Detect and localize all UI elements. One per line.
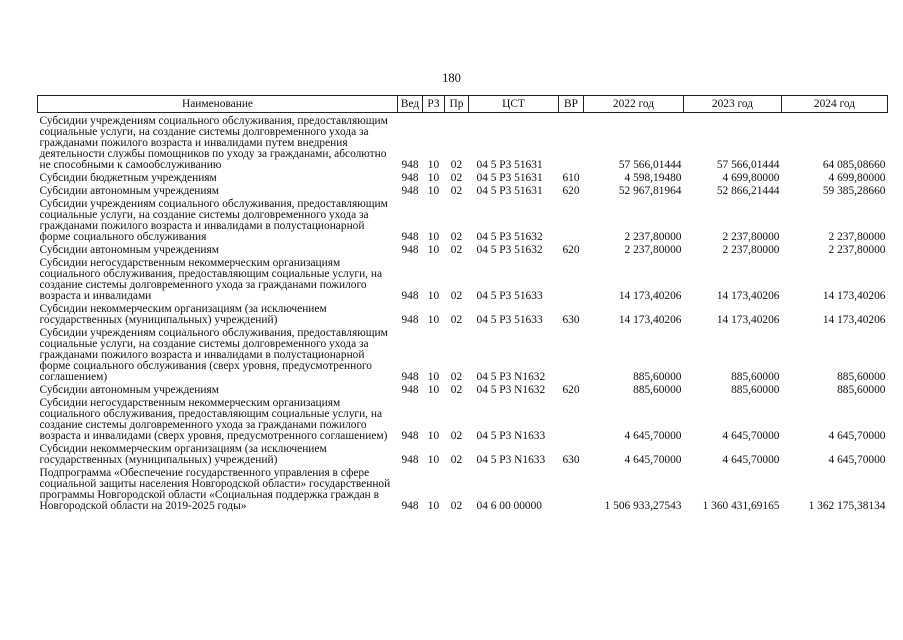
row-name: Субсидии автономным учреждениям — [39, 244, 219, 256]
row-rz: 10 — [427, 314, 440, 326]
row-cst: 04 5 Р3 N1632 — [476, 384, 546, 396]
row-2023: 885,60000 — [731, 384, 780, 396]
table-body — [38, 113, 888, 515]
row-pr: 02 — [450, 500, 463, 512]
page-number: 180 — [442, 71, 461, 85]
row-rz: 10 — [427, 290, 440, 302]
row-2024: 1 362 175,38134 — [808, 500, 886, 512]
table-row — [38, 398, 888, 444]
table-row — [38, 113, 888, 174]
row-name: Субсидии некоммерческим организациям (за исключением государственных (муниципальных) учреждений) — [39, 303, 327, 326]
row-cst: 04 5 Р3 51631 — [476, 172, 543, 184]
row-2024: 4 645,70000 — [828, 454, 886, 466]
row-ved: 948 — [401, 172, 419, 184]
row-rz: 10 — [427, 454, 440, 466]
row-2024: 885,60000 — [837, 371, 886, 383]
header-name: Наименование — [38, 96, 398, 113]
row-ved: 948 — [401, 314, 419, 326]
row-2023: 14 173,40206 — [716, 290, 780, 302]
row-pr: 02 — [450, 159, 463, 171]
row-pr: 02 — [450, 454, 463, 466]
row-vr — [559, 398, 584, 444]
row-rz: 10 — [427, 384, 440, 396]
row-2023: 2 237,80000 — [722, 244, 780, 256]
row-2023: 4 645,70000 — [722, 430, 780, 442]
table-row — [38, 304, 888, 328]
row-rz: 10 — [427, 371, 440, 383]
row-name: Субсидии автономным учреждениям — [39, 384, 219, 396]
row-name: Субсидии автономным учреждениям — [39, 185, 219, 197]
row-pr: 02 — [450, 430, 463, 442]
row-2024: 64 085,08660 — [822, 159, 886, 171]
row-vr: 620 — [562, 384, 580, 396]
row-pr: 02 — [450, 231, 463, 243]
row-2022: 1 506 933,27543 — [604, 500, 682, 512]
row-2024: 4 699,80000 — [828, 172, 886, 184]
row-2022: 2 237,80000 — [624, 244, 682, 256]
row-name: Субсидии некоммерческим организациям (за исключением государственных (муниципальных) учреждений) — [39, 443, 327, 466]
row-2023: 885,60000 — [731, 371, 780, 383]
row-rz: 10 — [427, 500, 440, 512]
row-name: Субсидии бюджетным учреждениям — [39, 172, 217, 184]
row-ved: 948 — [401, 159, 419, 171]
row-rz: 10 — [427, 231, 440, 243]
row-2022: 885,60000 — [633, 371, 682, 383]
row-2024: 59 385,28660 — [822, 185, 886, 197]
row-ved: 948 — [401, 454, 419, 466]
row-cst: 04 5 Р3 N1633 — [476, 454, 546, 466]
header-pr: Пр — [445, 96, 469, 113]
row-2023: 2 237,80000 — [722, 231, 780, 243]
row-2024: 14 173,40206 — [822, 290, 886, 302]
row-cst: 04 5 Р3 51633 — [476, 314, 543, 326]
row-pr: 02 — [450, 290, 463, 302]
table-row — [38, 258, 888, 304]
header-2024: 2024 год — [782, 96, 888, 113]
row-rz: 10 — [427, 159, 440, 171]
header-rz: РЗ — [423, 96, 445, 113]
row-name: Субсидии учреждениям социального обслуживания, предоставляющим социальные услуги, на создание системы долговременного ухода за гражданами пожилого возраста и инвалидами в полустационарной форме социального обслуживания — [39, 198, 388, 243]
row-2024: 2 237,80000 — [828, 244, 886, 256]
row-name: Субсидии негосударственным некоммерческим организациям социального обслуживания, предоставляющим социальные услуги, на создание системы долговременного ухода за гражданами пожилого возраста и инвалидами (сверх уровня, предусмотренного соглашением) — [39, 397, 388, 442]
row-2022: 14 173,40206 — [618, 314, 682, 326]
row-pr: 02 — [450, 172, 463, 184]
row-cst: 04 5 Р3 51631 — [476, 159, 543, 171]
row-cst: 04 5 Р3 51633 — [476, 290, 543, 302]
row-rz: 10 — [427, 185, 440, 197]
row-ved: 948 — [401, 500, 419, 512]
row-cst: 04 5 Р3 51631 — [476, 185, 543, 197]
row-vr: 620 — [562, 185, 580, 197]
header-cst: ЦСТ — [469, 96, 559, 113]
row-vr — [559, 199, 584, 245]
row-ved: 948 — [401, 231, 419, 243]
row-2023: 1 360 431,69165 — [702, 500, 780, 512]
row-name: Субсидии негосударственным некоммерческим организациям социального обслуживания, предоставляющим социальные услуги, на создание системы долговременного ухода за гражданами пожилого возраста и инвалидами — [39, 257, 383, 302]
row-2024: 885,60000 — [837, 384, 886, 396]
row-vr — [559, 258, 584, 304]
header-vr: ВР — [559, 96, 584, 113]
row-pr: 02 — [450, 371, 463, 383]
row-vr — [559, 113, 584, 174]
row-2024: 14 173,40206 — [822, 314, 886, 326]
row-pr: 02 — [450, 185, 463, 197]
table-row — [38, 199, 888, 245]
row-cst: 04 5 Р3 N1632 — [476, 371, 546, 383]
header-ved: Вед — [398, 96, 423, 113]
row-vr: 620 — [562, 244, 580, 256]
row-cst: 04 6 00 00000 — [476, 500, 542, 512]
budget-table — [37, 95, 888, 514]
row-ved: 948 — [401, 384, 419, 396]
table-header-row — [38, 96, 888, 113]
row-2022: 4 645,70000 — [624, 454, 682, 466]
row-pr: 02 — [450, 314, 463, 326]
row-rz: 10 — [427, 244, 440, 256]
row-name: Подпрограмма «Обеспечение государственного управления в сфере социальной защиты населения Новгородской области» государственной программы Новгородской области «Социальная поддержка граждан в Новгородской области на 2019-2025 годы» — [39, 467, 391, 512]
row-2022: 4 598,19480 — [624, 172, 682, 184]
header-2023: 2023 год — [684, 96, 782, 113]
row-ved: 948 — [401, 290, 419, 302]
row-vr — [559, 468, 584, 514]
header-2022: 2022 год — [584, 96, 684, 113]
row-2022: 4 645,70000 — [624, 430, 682, 442]
row-vr — [559, 328, 584, 385]
row-2024: 2 237,80000 — [828, 231, 886, 243]
row-2022: 14 173,40206 — [618, 290, 682, 302]
row-2022: 885,60000 — [633, 384, 682, 396]
table-row — [38, 444, 888, 468]
row-2024: 4 645,70000 — [828, 430, 886, 442]
row-name: Субсидии учреждениям социального обслуживания, предоставляющим социальные услуги, на создание системы долговременного ухода за гражданами пожилого возраста и инвалидами путем внедрения деятельности службы помощников по уходу за гражданами, абсолютно не способными к самообслуживанию — [39, 115, 388, 171]
table-row — [38, 328, 888, 385]
row-2023: 57 566,01444 — [716, 159, 780, 171]
row-2023: 4 699,80000 — [722, 172, 780, 184]
row-cst: 04 5 Р3 51632 — [476, 244, 543, 256]
row-2023: 4 645,70000 — [722, 454, 780, 466]
row-vr: 610 — [562, 172, 580, 184]
row-ved: 948 — [401, 185, 419, 197]
row-pr: 02 — [450, 244, 463, 256]
row-vr: 630 — [562, 454, 580, 466]
row-ved: 948 — [401, 244, 419, 256]
row-2022: 52 967,81964 — [618, 185, 682, 197]
row-2022: 2 237,80000 — [624, 231, 682, 243]
row-2023: 14 173,40206 — [716, 314, 780, 326]
row-cst: 04 5 Р3 51632 — [476, 231, 543, 243]
row-rz: 10 — [427, 430, 440, 442]
row-2023: 52 866,21444 — [716, 185, 780, 197]
row-rz: 10 — [427, 172, 440, 184]
row-ved: 948 — [401, 430, 419, 442]
table-row — [38, 468, 888, 514]
row-2022: 57 566,01444 — [618, 159, 682, 171]
row-pr: 02 — [450, 384, 463, 396]
row-cst: 04 5 Р3 N1633 — [476, 430, 546, 442]
row-vr: 630 — [562, 314, 580, 326]
row-ved: 948 — [401, 371, 419, 383]
row-name: Субсидии учреждениям социального обслуживания, предоставляющим социальные услуги, на создание системы долговременного ухода за гражданами пожилого возраста и инвалидами в полустационарной форме социального обслуживания (сверх уровня, предусмотренного соглашением) — [39, 327, 388, 383]
